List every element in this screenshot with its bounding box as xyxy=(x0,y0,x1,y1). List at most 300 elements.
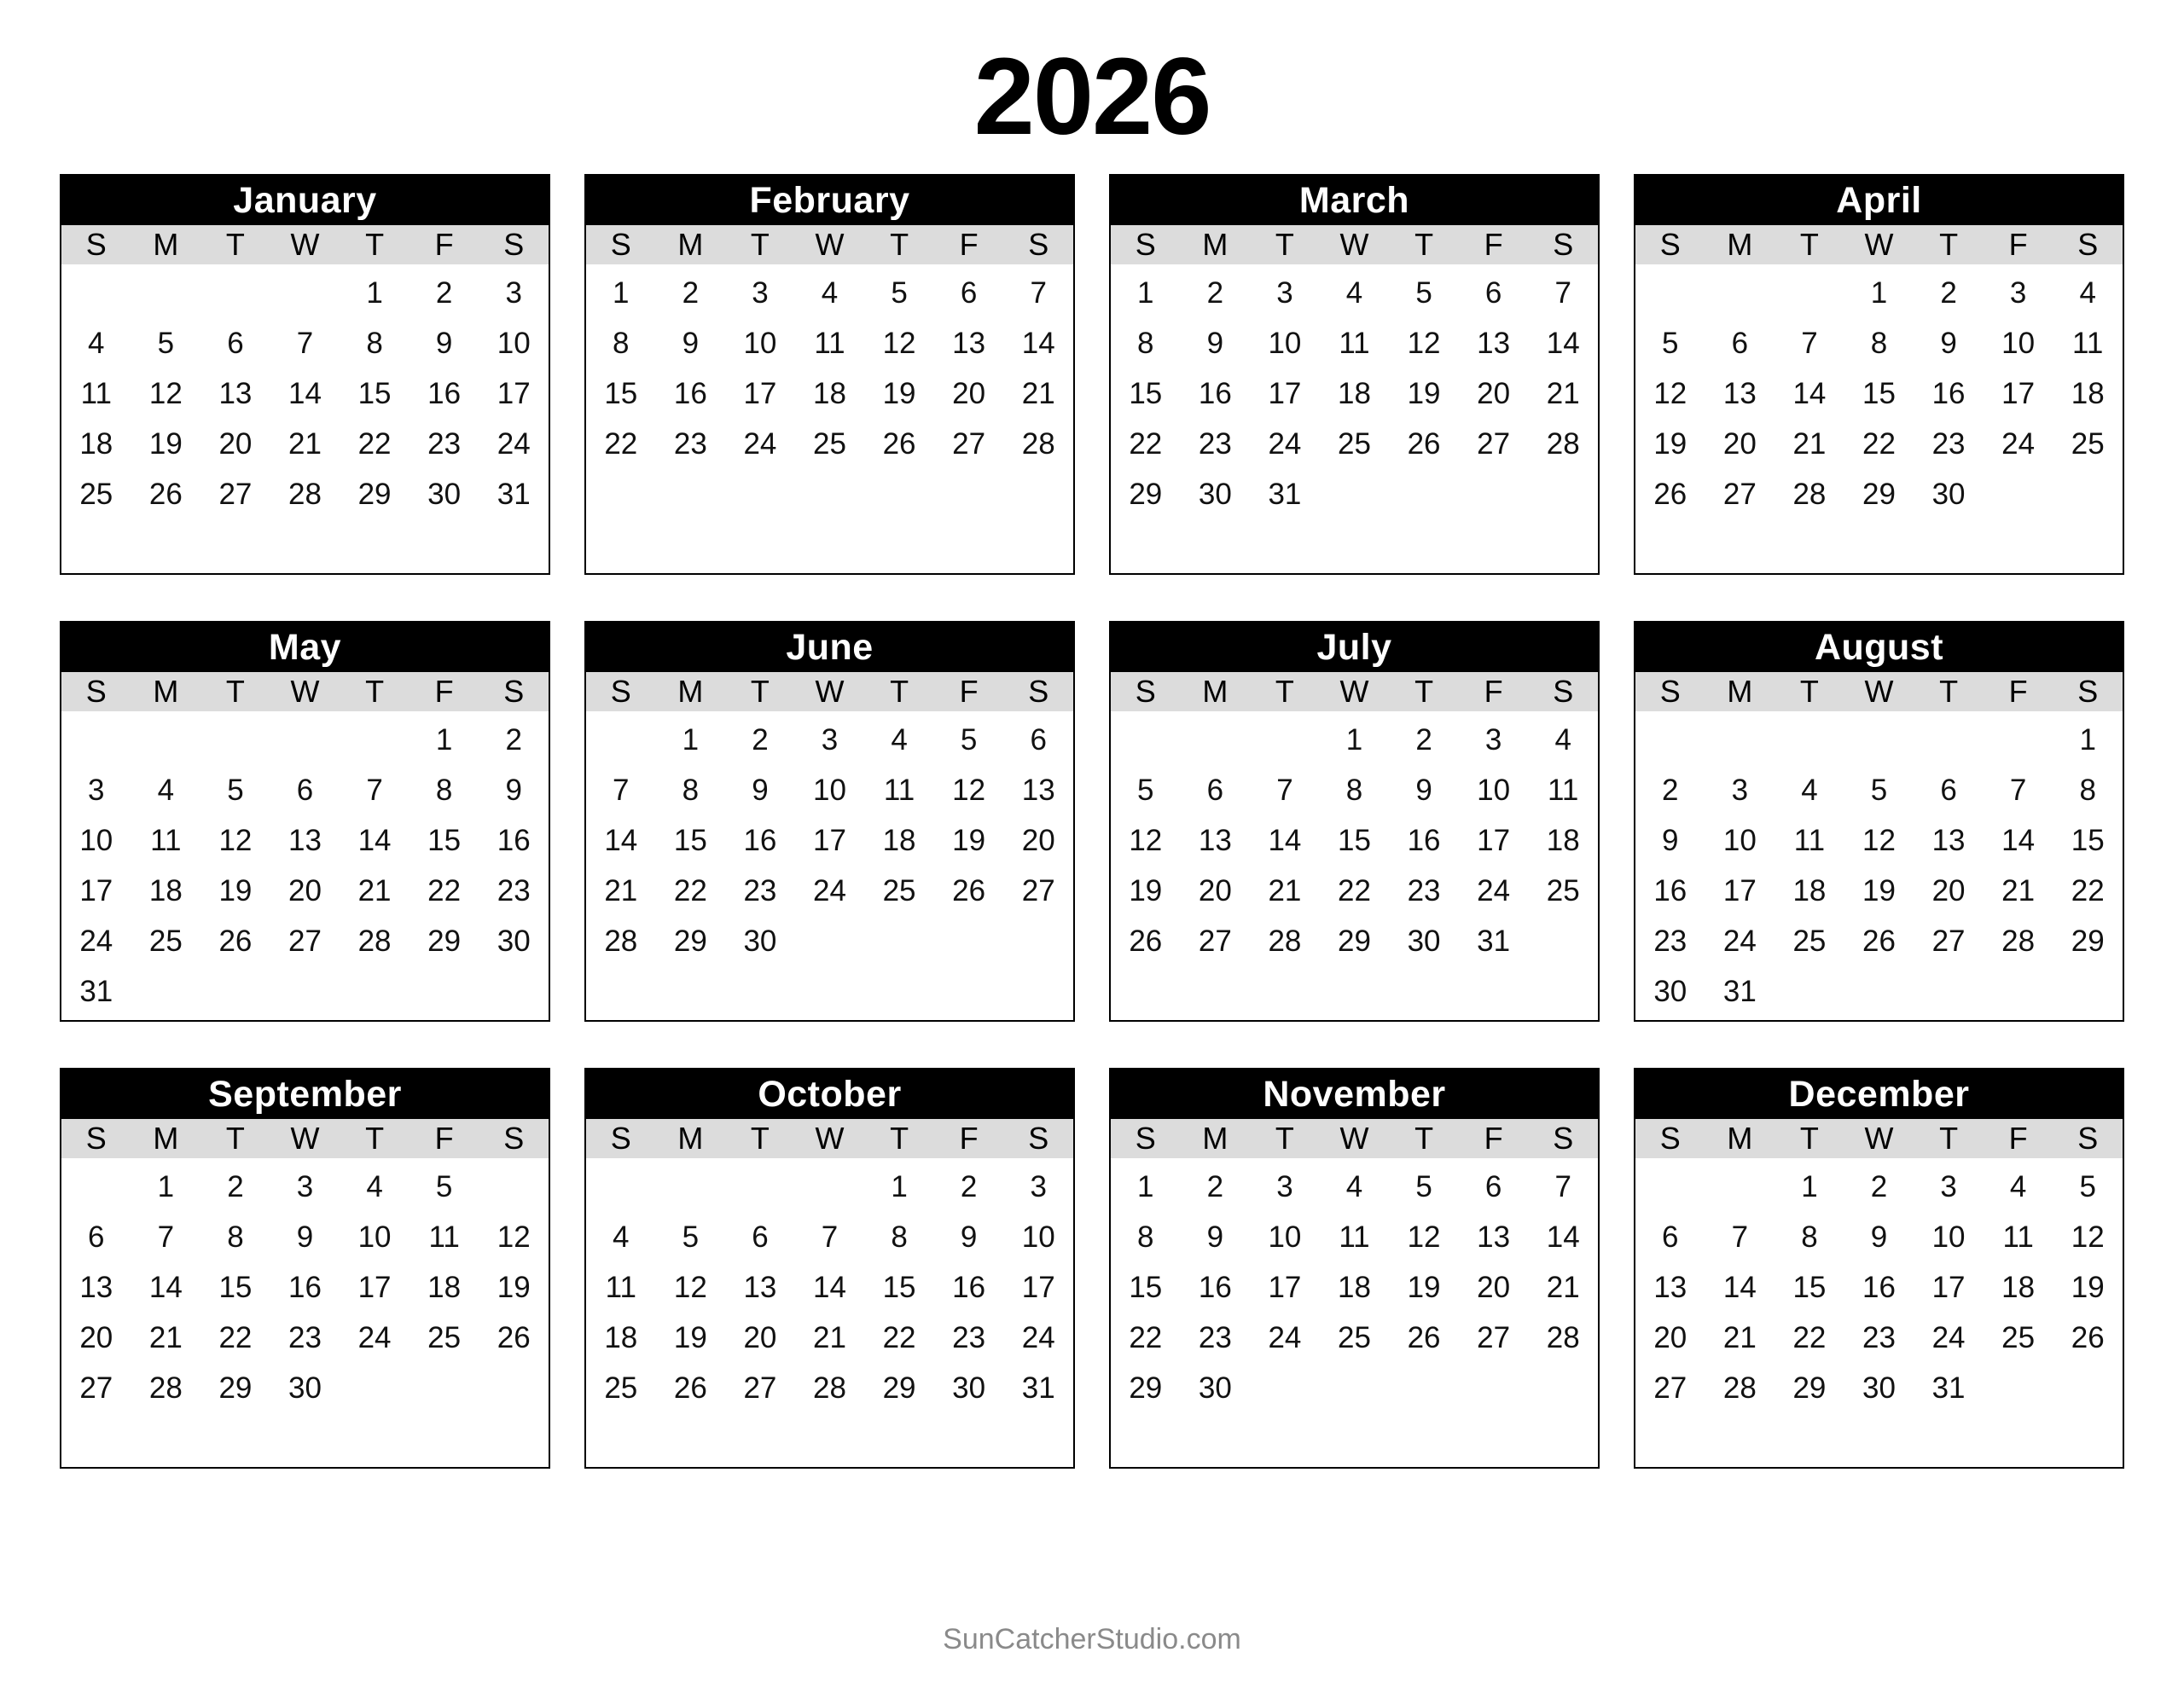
day-cell[interactable]: 22 xyxy=(427,874,462,907)
day-cell[interactable]: 2 xyxy=(682,276,700,310)
day-cell[interactable]: 3 xyxy=(1276,1170,1293,1203)
day-cell[interactable]: 15 xyxy=(882,1271,916,1304)
day-cell[interactable]: 12 xyxy=(218,824,253,857)
day-cell[interactable]: 2 xyxy=(1940,276,1957,310)
day-cell[interactable]: 22 xyxy=(1129,427,1163,461)
day-cell[interactable]: 18 xyxy=(2071,377,2105,410)
day-cell[interactable]: 4 xyxy=(88,327,105,360)
day-cell[interactable]: 1 xyxy=(157,1170,175,1203)
day-cell[interactable]: 26 xyxy=(952,874,986,907)
day-cell[interactable]: 14 xyxy=(1021,327,1055,360)
day-cell[interactable]: 5 xyxy=(1415,276,1432,310)
day-cell[interactable]: 24 xyxy=(2001,427,2036,461)
day-cell[interactable]: 29 xyxy=(1129,1371,1163,1405)
day-cell[interactable]: 8 xyxy=(1345,774,1363,807)
day-cell[interactable]: 18 xyxy=(427,1271,462,1304)
day-cell[interactable]: 12 xyxy=(952,774,986,807)
day-cell[interactable]: 8 xyxy=(1801,1220,1818,1254)
day-cell[interactable]: 18 xyxy=(813,377,846,410)
day-cell[interactable]: 15 xyxy=(218,1271,253,1304)
day-cell[interactable]: 10 xyxy=(743,327,777,360)
day-cell[interactable]: 16 xyxy=(427,377,462,410)
day-cell[interactable]: 27 xyxy=(1198,925,1232,958)
day-cell[interactable]: 3 xyxy=(821,723,839,757)
day-cell[interactable]: 7 xyxy=(1554,276,1571,310)
day-cell[interactable]: 19 xyxy=(952,824,986,857)
day-cell[interactable]: 30 xyxy=(427,478,462,511)
day-cell[interactable]: 17 xyxy=(1931,1271,1966,1304)
day-cell[interactable]: 31 xyxy=(1021,1371,1055,1405)
day-cell[interactable]: 9 xyxy=(1870,1220,1888,1254)
day-cell[interactable]: 3 xyxy=(88,774,105,807)
day-cell[interactable]: 12 xyxy=(1407,1220,1441,1254)
day-cell[interactable]: 21 xyxy=(813,1321,846,1354)
day-cell[interactable]: 17 xyxy=(357,1271,392,1304)
day-cell[interactable]: 25 xyxy=(2071,427,2105,461)
day-cell[interactable]: 25 xyxy=(2001,1321,2036,1354)
day-cell[interactable]: 14 xyxy=(604,824,638,857)
day-cell[interactable]: 8 xyxy=(891,1220,908,1254)
day-cell[interactable]: 1 xyxy=(1137,276,1154,310)
day-cell[interactable]: 25 xyxy=(1546,874,1580,907)
day-cell[interactable]: 15 xyxy=(1129,1271,1163,1304)
day-cell[interactable]: 17 xyxy=(79,874,113,907)
day-cell[interactable]: 5 xyxy=(2079,1170,2096,1203)
day-cell[interactable]: 16 xyxy=(1407,824,1441,857)
day-cell[interactable]: 10 xyxy=(1931,1220,1966,1254)
day-cell[interactable]: 19 xyxy=(1129,874,1163,907)
day-cell[interactable]: 4 xyxy=(157,774,175,807)
day-cell[interactable]: 15 xyxy=(357,377,392,410)
day-cell[interactable]: 5 xyxy=(682,1220,700,1254)
day-cell[interactable]: 6 xyxy=(752,1220,769,1254)
day-cell[interactable]: 8 xyxy=(1870,327,1888,360)
day-cell[interactable]: 10 xyxy=(79,824,113,857)
day-cell[interactable]: 29 xyxy=(882,1371,916,1405)
day-cell[interactable]: 31 xyxy=(1931,1371,1966,1405)
day-cell[interactable]: 23 xyxy=(1198,427,1232,461)
day-cell[interactable]: 1 xyxy=(891,1170,908,1203)
day-cell[interactable]: 26 xyxy=(2071,1321,2105,1354)
day-cell[interactable]: 1 xyxy=(1345,723,1363,757)
day-cell[interactable]: 11 xyxy=(1339,327,1370,360)
day-cell[interactable]: 22 xyxy=(1129,1321,1163,1354)
day-cell[interactable]: 30 xyxy=(1862,1371,1896,1405)
day-cell[interactable]: 22 xyxy=(2071,874,2105,907)
day-cell[interactable]: 23 xyxy=(1931,427,1966,461)
day-cell[interactable]: 6 xyxy=(960,276,978,310)
day-cell[interactable]: 13 xyxy=(1198,824,1232,857)
day-cell[interactable]: 24 xyxy=(497,427,531,461)
day-cell[interactable]: 27 xyxy=(1722,478,1757,511)
day-cell[interactable]: 17 xyxy=(1268,377,1302,410)
day-cell[interactable]: 11 xyxy=(2002,1220,2034,1254)
day-cell[interactable]: 22 xyxy=(357,427,392,461)
day-cell[interactable]: 13 xyxy=(1021,774,1055,807)
day-cell[interactable]: 12 xyxy=(2071,1220,2105,1254)
day-cell[interactable]: 17 xyxy=(1021,1271,1055,1304)
day-cell[interactable]: 30 xyxy=(1407,925,1441,958)
day-cell[interactable]: 4 xyxy=(1345,1170,1363,1203)
day-cell[interactable]: 13 xyxy=(952,327,986,360)
day-cell[interactable]: 15 xyxy=(604,377,638,410)
day-cell[interactable]: 8 xyxy=(682,774,700,807)
day-cell[interactable]: 1 xyxy=(613,276,630,310)
day-cell[interactable]: 5 xyxy=(1137,774,1154,807)
day-cell[interactable]: 28 xyxy=(1021,427,1055,461)
day-cell[interactable]: 11 xyxy=(1339,1220,1370,1254)
day-cell[interactable]: 1 xyxy=(2079,723,2096,757)
day-cell[interactable]: 26 xyxy=(1407,1321,1441,1354)
day-cell[interactable]: 12 xyxy=(1129,824,1163,857)
day-cell[interactable]: 18 xyxy=(2001,1271,2036,1304)
day-cell[interactable]: 3 xyxy=(1731,774,1749,807)
day-cell[interactable]: 20 xyxy=(1931,874,1966,907)
day-cell[interactable]: 28 xyxy=(148,1371,183,1405)
day-cell[interactable]: 27 xyxy=(952,427,986,461)
day-cell[interactable]: 19 xyxy=(673,1321,707,1354)
day-cell[interactable]: 21 xyxy=(1021,377,1055,410)
day-cell[interactable]: 23 xyxy=(673,427,707,461)
day-cell[interactable]: 28 xyxy=(1792,478,1827,511)
day-cell[interactable]: 17 xyxy=(1268,1271,1302,1304)
day-cell[interactable]: 15 xyxy=(2071,824,2105,857)
day-cell[interactable]: 3 xyxy=(2009,276,2027,310)
day-cell[interactable]: 22 xyxy=(1338,874,1371,907)
day-cell[interactable]: 29 xyxy=(1792,1371,1827,1405)
day-cell[interactable]: 9 xyxy=(1206,327,1224,360)
day-cell[interactable]: 9 xyxy=(960,1220,978,1254)
day-cell[interactable]: 9 xyxy=(1206,1220,1224,1254)
day-cell[interactable]: 20 xyxy=(1722,427,1757,461)
day-cell[interactable]: 26 xyxy=(1862,925,1896,958)
day-cell[interactable]: 4 xyxy=(2079,276,2096,310)
day-cell[interactable]: 13 xyxy=(1653,1271,1687,1304)
day-cell[interactable]: 24 xyxy=(1931,1321,1966,1354)
day-cell[interactable]: 18 xyxy=(1338,377,1371,410)
day-cell[interactable]: 23 xyxy=(427,427,462,461)
day-cell[interactable]: 14 xyxy=(1268,824,1302,857)
day-cell[interactable]: 26 xyxy=(218,925,253,958)
day-cell[interactable]: 7 xyxy=(1030,276,1047,310)
day-cell[interactable]: 13 xyxy=(1722,377,1757,410)
day-cell[interactable]: 26 xyxy=(497,1321,531,1354)
day-cell[interactable]: 4 xyxy=(821,276,839,310)
day-cell[interactable]: 8 xyxy=(435,774,453,807)
day-cell[interactable]: 10 xyxy=(357,1220,392,1254)
day-cell[interactable]: 5 xyxy=(1870,774,1888,807)
day-cell[interactable]: 9 xyxy=(1662,824,1679,857)
day-cell[interactable]: 19 xyxy=(148,427,183,461)
day-cell[interactable]: 5 xyxy=(1662,327,1679,360)
day-cell[interactable]: 26 xyxy=(1407,427,1441,461)
day-cell[interactable]: 11 xyxy=(883,774,915,807)
day-cell[interactable]: 5 xyxy=(960,723,978,757)
day-cell[interactable]: 7 xyxy=(2009,774,2027,807)
day-cell[interactable]: 7 xyxy=(1554,1170,1571,1203)
day-cell[interactable]: 4 xyxy=(1345,276,1363,310)
day-cell[interactable]: 18 xyxy=(79,427,113,461)
day-cell[interactable]: 10 xyxy=(497,327,531,360)
day-cell[interactable]: 23 xyxy=(1198,1321,1232,1354)
day-cell[interactable]: 13 xyxy=(218,377,253,410)
day-cell[interactable]: 4 xyxy=(2009,1170,2027,1203)
day-cell[interactable]: 30 xyxy=(1198,1371,1232,1405)
day-cell[interactable]: 20 xyxy=(1021,824,1055,857)
day-cell[interactable]: 6 xyxy=(296,774,314,807)
day-cell[interactable]: 9 xyxy=(505,774,522,807)
day-cell[interactable]: 4 xyxy=(891,723,908,757)
day-cell[interactable]: 16 xyxy=(673,377,707,410)
day-cell[interactable]: 27 xyxy=(1653,1371,1687,1405)
day-cell[interactable]: 28 xyxy=(604,925,638,958)
day-cell[interactable]: 20 xyxy=(218,427,253,461)
day-cell[interactable]: 28 xyxy=(2001,925,2036,958)
day-cell[interactable]: 20 xyxy=(743,1321,777,1354)
day-cell[interactable]: 22 xyxy=(882,1321,916,1354)
day-cell[interactable]: 10 xyxy=(1722,824,1757,857)
day-cell[interactable]: 29 xyxy=(1338,925,1371,958)
day-cell[interactable]: 30 xyxy=(1931,478,1966,511)
day-cell[interactable]: 26 xyxy=(1129,925,1163,958)
day-cell[interactable]: 25 xyxy=(148,925,183,958)
day-cell[interactable]: 22 xyxy=(673,874,707,907)
day-cell[interactable]: 21 xyxy=(288,427,322,461)
day-cell[interactable]: 31 xyxy=(79,975,113,1008)
day-cell[interactable]: 6 xyxy=(1940,774,1957,807)
day-cell[interactable]: 28 xyxy=(813,1371,846,1405)
day-cell[interactable]: 31 xyxy=(1722,975,1757,1008)
day-cell[interactable]: 21 xyxy=(2001,874,2036,907)
day-cell[interactable]: 6 xyxy=(1030,723,1047,757)
day-cell[interactable]: 15 xyxy=(673,824,707,857)
day-cell[interactable]: 13 xyxy=(1477,327,1511,360)
day-cell[interactable]: 6 xyxy=(1484,276,1502,310)
day-cell[interactable]: 7 xyxy=(157,1220,175,1254)
day-cell[interactable]: 1 xyxy=(366,276,383,310)
day-cell[interactable]: 7 xyxy=(613,774,630,807)
day-cell[interactable]: 16 xyxy=(1198,1271,1232,1304)
day-cell[interactable]: 10 xyxy=(1021,1220,1055,1254)
day-cell[interactable]: 6 xyxy=(227,327,244,360)
day-cell[interactable]: 17 xyxy=(813,824,846,857)
day-cell[interactable]: 24 xyxy=(1268,427,1302,461)
day-cell[interactable]: 10 xyxy=(1268,1220,1302,1254)
day-cell[interactable]: 29 xyxy=(357,478,392,511)
day-cell[interactable]: 8 xyxy=(2079,774,2096,807)
day-cell[interactable]: 3 xyxy=(752,276,769,310)
day-cell[interactable]: 16 xyxy=(1198,377,1232,410)
day-cell[interactable]: 7 xyxy=(1276,774,1293,807)
day-cell[interactable]: 2 xyxy=(960,1170,978,1203)
day-cell[interactable]: 9 xyxy=(682,327,700,360)
day-cell[interactable]: 24 xyxy=(1477,874,1511,907)
day-cell[interactable]: 5 xyxy=(1415,1170,1432,1203)
day-cell[interactable]: 7 xyxy=(1731,1220,1749,1254)
day-cell[interactable]: 18 xyxy=(1546,824,1580,857)
day-cell[interactable]: 5 xyxy=(157,327,175,360)
day-cell[interactable]: 17 xyxy=(743,377,777,410)
day-cell[interactable]: 6 xyxy=(1206,774,1224,807)
day-cell[interactable]: 23 xyxy=(1653,925,1687,958)
day-cell[interactable]: 30 xyxy=(952,1371,986,1405)
day-cell[interactable]: 20 xyxy=(79,1321,113,1354)
day-cell[interactable]: 19 xyxy=(1407,1271,1441,1304)
day-cell[interactable]: 15 xyxy=(427,824,462,857)
day-cell[interactable]: 23 xyxy=(743,874,777,907)
day-cell[interactable]: 19 xyxy=(2071,1271,2105,1304)
day-cell[interactable]: 29 xyxy=(673,925,707,958)
day-cell[interactable]: 28 xyxy=(357,925,392,958)
day-cell[interactable]: 29 xyxy=(427,925,462,958)
day-cell[interactable]: 14 xyxy=(813,1271,846,1304)
day-cell[interactable]: 18 xyxy=(1338,1271,1371,1304)
day-cell[interactable]: 30 xyxy=(288,1371,322,1405)
day-cell[interactable]: 7 xyxy=(296,327,314,360)
day-cell[interactable]: 2 xyxy=(227,1170,244,1203)
day-cell[interactable]: 28 xyxy=(288,478,322,511)
day-cell[interactable]: 2 xyxy=(1870,1170,1888,1203)
day-cell[interactable]: 13 xyxy=(79,1271,113,1304)
day-cell[interactable]: 25 xyxy=(1338,427,1371,461)
day-cell[interactable]: 23 xyxy=(952,1321,986,1354)
day-cell[interactable]: 8 xyxy=(366,327,383,360)
day-cell[interactable]: 25 xyxy=(427,1321,462,1354)
day-cell[interactable]: 11 xyxy=(428,1220,460,1254)
day-cell[interactable]: 27 xyxy=(1021,874,1055,907)
day-cell[interactable]: 4 xyxy=(366,1170,383,1203)
day-cell[interactable]: 26 xyxy=(148,478,183,511)
day-cell[interactable]: 7 xyxy=(366,774,383,807)
day-cell[interactable]: 15 xyxy=(1792,1271,1827,1304)
day-cell[interactable]: 8 xyxy=(1137,1220,1154,1254)
day-cell[interactable]: 10 xyxy=(813,774,846,807)
day-cell[interactable]: 11 xyxy=(80,377,112,410)
day-cell[interactable]: 2 xyxy=(1206,1170,1224,1203)
day-cell[interactable]: 21 xyxy=(1268,874,1302,907)
day-cell[interactable]: 27 xyxy=(1477,1321,1511,1354)
day-cell[interactable]: 1 xyxy=(682,723,700,757)
day-cell[interactable]: 30 xyxy=(1653,975,1687,1008)
day-cell[interactable]: 9 xyxy=(752,774,769,807)
day-cell[interactable]: 20 xyxy=(952,377,986,410)
day-cell[interactable]: 15 xyxy=(1862,377,1896,410)
day-cell[interactable]: 25 xyxy=(79,478,113,511)
day-cell[interactable]: 5 xyxy=(891,276,908,310)
day-cell[interactable]: 20 xyxy=(1198,874,1232,907)
day-cell[interactable]: 26 xyxy=(882,427,916,461)
day-cell[interactable]: 18 xyxy=(604,1321,638,1354)
day-cell[interactable]: 3 xyxy=(1030,1170,1047,1203)
day-cell[interactable]: 12 xyxy=(497,1220,531,1254)
day-cell[interactable]: 23 xyxy=(1407,874,1441,907)
day-cell[interactable]: 2 xyxy=(435,276,453,310)
day-cell[interactable]: 21 xyxy=(1546,1271,1580,1304)
day-cell[interactable]: 12 xyxy=(1862,824,1896,857)
day-cell[interactable]: 9 xyxy=(1940,327,1957,360)
day-cell[interactable]: 21 xyxy=(1792,427,1827,461)
day-cell[interactable]: 11 xyxy=(2072,327,2104,360)
day-cell[interactable]: 6 xyxy=(88,1220,105,1254)
day-cell[interactable]: 1 xyxy=(1870,276,1888,310)
day-cell[interactable]: 6 xyxy=(1731,327,1749,360)
day-cell[interactable]: 10 xyxy=(1268,327,1302,360)
day-cell[interactable]: 3 xyxy=(1940,1170,1957,1203)
day-cell[interactable]: 23 xyxy=(1862,1321,1896,1354)
day-cell[interactable]: 26 xyxy=(1653,478,1687,511)
day-cell[interactable]: 19 xyxy=(497,1271,531,1304)
day-cell[interactable]: 8 xyxy=(1137,327,1154,360)
day-cell[interactable]: 10 xyxy=(1477,774,1511,807)
day-cell[interactable]: 25 xyxy=(882,874,916,907)
day-cell[interactable]: 13 xyxy=(288,824,322,857)
day-cell[interactable]: 17 xyxy=(497,377,531,410)
day-cell[interactable]: 27 xyxy=(79,1371,113,1405)
day-cell[interactable]: 25 xyxy=(604,1371,638,1405)
day-cell[interactable]: 25 xyxy=(1338,1321,1371,1354)
day-cell[interactable]: 12 xyxy=(1407,327,1441,360)
day-cell[interactable]: 20 xyxy=(1477,1271,1511,1304)
day-cell[interactable]: 16 xyxy=(952,1271,986,1304)
day-cell[interactable]: 8 xyxy=(613,327,630,360)
day-cell[interactable]: 19 xyxy=(882,377,916,410)
day-cell[interactable]: 22 xyxy=(218,1321,253,1354)
day-cell[interactable]: 14 xyxy=(2001,824,2036,857)
day-cell[interactable]: 4 xyxy=(1801,774,1818,807)
day-cell[interactable]: 14 xyxy=(1546,327,1580,360)
day-cell[interactable]: 14 xyxy=(288,377,322,410)
day-cell[interactable]: 15 xyxy=(1338,824,1371,857)
day-cell[interactable]: 27 xyxy=(1477,427,1511,461)
day-cell[interactable]: 22 xyxy=(1792,1321,1827,1354)
day-cell[interactable]: 24 xyxy=(1021,1321,1055,1354)
day-cell[interactable]: 20 xyxy=(1477,377,1511,410)
day-cell[interactable]: 2 xyxy=(505,723,522,757)
day-cell[interactable]: 4 xyxy=(613,1220,630,1254)
day-cell[interactable]: 14 xyxy=(357,824,392,857)
day-cell[interactable]: 31 xyxy=(1477,925,1511,958)
day-cell[interactable]: 9 xyxy=(1415,774,1432,807)
day-cell[interactable]: 5 xyxy=(227,774,244,807)
day-cell[interactable]: 28 xyxy=(1546,427,1580,461)
day-cell[interactable]: 22 xyxy=(604,427,638,461)
day-cell[interactable]: 16 xyxy=(1653,874,1687,907)
day-cell[interactable]: 28 xyxy=(1546,1321,1580,1354)
day-cell[interactable]: 8 xyxy=(227,1220,244,1254)
day-cell[interactable]: 14 xyxy=(1546,1220,1580,1254)
day-cell[interactable]: 15 xyxy=(1129,377,1163,410)
day-cell[interactable]: 27 xyxy=(1931,925,1966,958)
day-cell[interactable]: 3 xyxy=(1484,723,1502,757)
day-cell[interactable]: 19 xyxy=(1407,377,1441,410)
day-cell[interactable]: 24 xyxy=(743,427,777,461)
day-cell[interactable]: 23 xyxy=(497,874,531,907)
day-cell[interactable]: 2 xyxy=(1415,723,1432,757)
day-cell[interactable]: 6 xyxy=(1484,1170,1502,1203)
day-cell[interactable]: 11 xyxy=(814,327,845,360)
day-cell[interactable]: 13 xyxy=(1931,824,1966,857)
day-cell[interactable]: 3 xyxy=(296,1170,314,1203)
day-cell[interactable]: 2 xyxy=(1662,774,1679,807)
day-cell[interactable]: 31 xyxy=(1268,478,1302,511)
day-cell[interactable]: 21 xyxy=(604,874,638,907)
day-cell[interactable]: 13 xyxy=(1477,1220,1511,1254)
day-cell[interactable]: 24 xyxy=(79,925,113,958)
day-cell[interactable]: 4 xyxy=(1554,723,1571,757)
day-cell[interactable]: 18 xyxy=(882,824,916,857)
day-cell[interactable]: 27 xyxy=(288,925,322,958)
day-cell[interactable]: 28 xyxy=(1268,925,1302,958)
